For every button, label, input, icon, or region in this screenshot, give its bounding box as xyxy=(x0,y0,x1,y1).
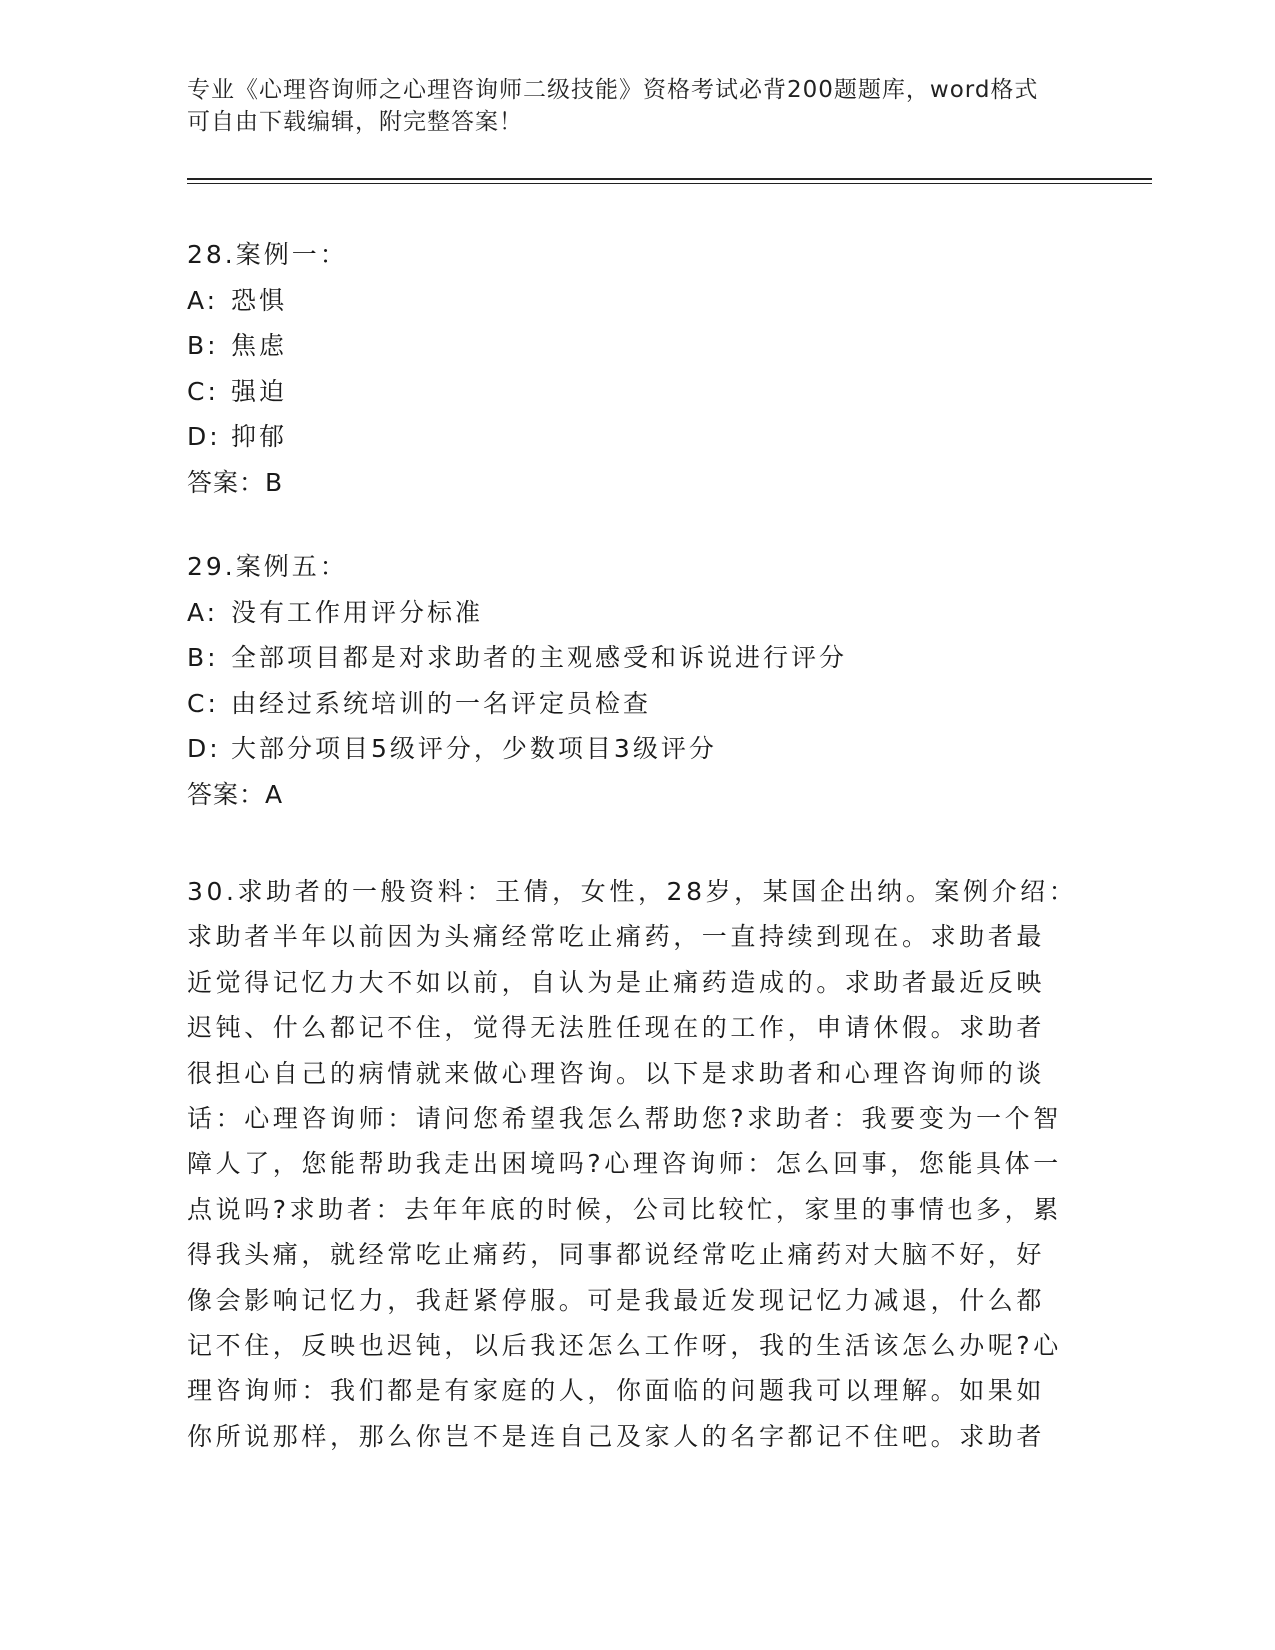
question-29 xyxy=(187,544,1087,817)
option-label: C: xyxy=(187,376,219,406)
option-b xyxy=(187,635,1087,681)
option-label: B: xyxy=(187,331,219,360)
option-b xyxy=(187,323,1087,369)
option-text: 全部项目都是对求助者的主观感受和诉说进行评分 xyxy=(231,643,848,672)
question-stem: 29.案例五： xyxy=(187,552,348,581)
question-30-line: 得我头痛，就经常吃止痛药，同事都说经常吃止痛药对大脑不好，好 xyxy=(187,1240,1046,1270)
question-30-line: 点说吗?求助者：去年年底的时候，公司比较忙，家里的事情也多，累 xyxy=(187,1194,1062,1224)
question-30-line: 求助者半年以前因为头痛经常吃止痛药，一直持续到现在。求助者最 xyxy=(187,922,1046,952)
question-30-line: 像会影响记忆力，我赶紧停服。可是我最近发现记忆力减退，什么都 xyxy=(187,1285,1046,1315)
option-text: 抑郁 xyxy=(231,422,288,451)
option-label: D: xyxy=(187,734,221,763)
header-divider-thin xyxy=(187,183,1152,184)
option-text: 由经过系统培训的一名评定员检查 xyxy=(231,688,652,718)
question-30-line: 近觉得记忆力大不如以前，自认为是止痛药造成的。求助者最近反映 xyxy=(187,967,1046,997)
document-header xyxy=(187,74,1057,138)
question-30-line: 话：心理咨询师：请问您希望我怎么帮助您?求助者：我要变为一个智 xyxy=(187,1104,1062,1134)
question-30-line: 很担心自己的病情就来做心理咨询。以下是求助者和心理咨询师的谈 xyxy=(187,1058,1046,1088)
header-divider-thick xyxy=(187,178,1152,180)
question-30-line: 你所说那样，那么你岂不是连自己及家人的名字都记不住吧。求助者 xyxy=(187,1421,1046,1451)
option-d xyxy=(187,726,1087,772)
option-label: D: xyxy=(187,422,221,451)
header-line-1: 专业《心理咨询师之心理咨询师二级技能》资格考试必背200题题库，word格式 xyxy=(187,77,1039,103)
option-text: 大部分项目5级评分，少数项目3级评分 xyxy=(231,734,717,763)
option-text: 没有工作用评分标准 xyxy=(231,597,484,627)
option-d xyxy=(187,414,1087,460)
option-label: A: xyxy=(187,285,219,315)
question-stem: 28.案例一： xyxy=(187,240,348,269)
option-label: B: xyxy=(187,643,219,672)
question-30 xyxy=(187,869,1078,1459)
header-line-2: 可自由下载编辑，附完整答案！ xyxy=(187,109,523,135)
question-28 xyxy=(187,232,1087,505)
answer-line: 答案：B xyxy=(187,467,284,497)
question-30-line: 记不住，反映也迟钝，以后我还怎么工作呀，我的生活该怎么办呢?心 xyxy=(187,1331,1062,1361)
option-a xyxy=(187,278,1087,324)
question-30-line: 迟钝、什么都记不住，觉得无法胜任现在的工作，申请休假。求助者 xyxy=(187,1013,1046,1043)
option-text: 恐惧 xyxy=(231,285,288,315)
option-label: A: xyxy=(187,597,219,627)
question-30-line: 障人了，您能帮助我走出困境吗?心理咨询师：怎么回事，您能具体一 xyxy=(187,1149,1062,1179)
option-c xyxy=(187,681,1087,727)
option-a xyxy=(187,590,1087,636)
option-label: C: xyxy=(187,688,219,718)
question-30-line: 30.求助者的一般资料：王倩，女性，28岁，某国企出纳。案例介绍： xyxy=(187,877,1078,906)
option-c xyxy=(187,369,1087,415)
option-text: 强迫 xyxy=(231,376,288,406)
answer-line: 答案：A xyxy=(187,779,284,809)
question-30-line: 理咨询师：我们都是有家庭的人，你面临的问题我可以理解。如果如 xyxy=(187,1376,1046,1406)
option-text: 焦虑 xyxy=(231,331,288,360)
